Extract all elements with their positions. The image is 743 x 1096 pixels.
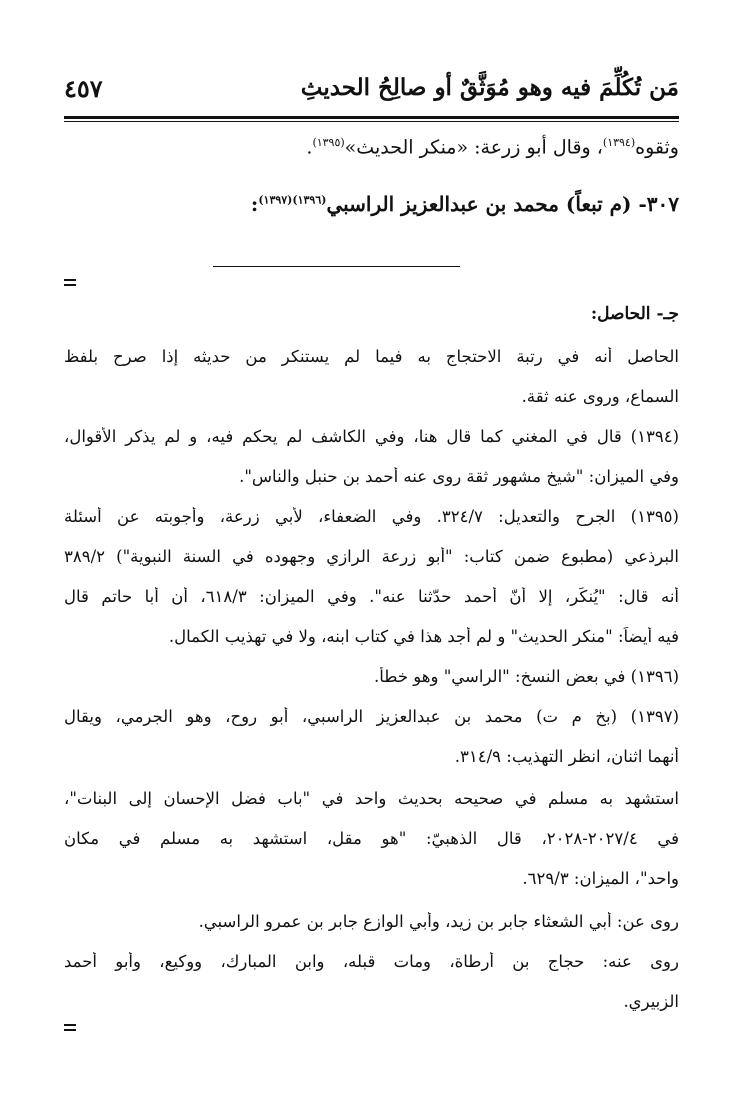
footnote-line: فيه أيضاً: "منكر الحديث" و لم أجد هذا في كتاب ابنه، ولا في تهذيب الكمال. [168, 627, 679, 646]
footnote-line: واحد"، الميزان: ٦٢٩/٣. [522, 869, 679, 888]
footnote-line: (١٣٩٦) في بعض النسخ: "الراسي" وهو خطأ. [374, 667, 679, 686]
footnote-line: السماع، وروى عنه ثقة. [521, 387, 679, 406]
footnote-line: (١٣٩٥) الجرح والتعديل: ٣٢٤/٧. وفي الضعفاء، لأبي زرعة، وأجوبته عن أسئلة [64, 507, 679, 526]
continuation-mark [64, 279, 76, 286]
footnote-line: (١٣٩٧) (بخ م ت) محمد بن عبدالعزيز الراسبي، أبو روح، وهو الجرمي، ويقال [64, 707, 679, 726]
page-number: ٤٥٧ [64, 74, 103, 103]
footnote-line: البرذعي (مطبوع ضمن كتاب: "أبو زرعة الرازي وجهوده في السنة النبوية") ٣٨٩/٢ [64, 547, 679, 566]
entry-text: ٣٠٧- (م تبعاً) محمد بن عبدالعزيز الراسبي [326, 192, 679, 216]
continuation-mark [64, 1024, 76, 1031]
footnote-line: الحاصل أنه في رتبة الاحتجاج به فيما لم يستنكر من حديثه إذا صرح بلفظ [64, 347, 679, 366]
footnote-line: وفي الميزان: "شيخ مشهور ثقة روى عنه أحمد بن حنبل والناس". [239, 467, 679, 486]
header-rule-thick [64, 116, 679, 119]
footnote-line: روى عن: أبي الشعثاء جابر بن زيد، وأبي الوازع جابر بن عمرو الراسبي. [198, 912, 679, 931]
page-header [64, 74, 679, 114]
footnote-ref: (١٣٩٥) [312, 136, 345, 149]
footnote-line: أنهما اثنان، انظر التهذيب: ٣١٤/٩. [454, 747, 679, 766]
entry-colon: : [250, 192, 259, 216]
footnote-separator [213, 266, 460, 267]
footnote-line: الزبيري. [623, 992, 679, 1011]
footnote-ref: (١٣٩٤) [602, 136, 636, 149]
section-heading: جـ- الحاصل: [590, 304, 679, 324]
footnote-line: استشهد به مسلم في صحيحه بحديث واحد في "باب فضل الإحسان إلى البنات"، [64, 789, 679, 808]
running-title: مَن تُكُلِّمَ فيه وهو مُوَثَّقٌ أو صالِحُ الحديثِ [300, 74, 679, 101]
main-text-line [64, 136, 679, 158]
main-text: وثقوه [635, 136, 679, 159]
footnote-line: روى عنه: حجاج بن أرطاة، ومات قبله، وابن المبارك، ووكيع، وأبو أحمد [64, 952, 679, 971]
header-rule-thin [64, 121, 679, 122]
main-text: . [306, 136, 313, 159]
main-text: ، وقال أبو زرعة: «منكر الحديث» [344, 136, 603, 159]
footnote-line: في ٢٠٢٧/٤-٢٠٢٨، قال الذهبيّ: "هو مقل، استشهد به مسلم في مكان [64, 829, 679, 848]
footnote-line: (١٣٩٤) قال في المغني كما قال هنا، وفي الكاشف لم يحكم فيه، و لم يذكر الأقوال، [64, 427, 679, 446]
entry-heading [64, 192, 679, 216]
footnote-line: أنه قال: "يُنكَر، إلا أنّ أحمد حدّثنا عنه". وفي الميزان: ٦١٨/٣، أن أبا حاتم قال [64, 587, 679, 606]
footnote-ref: (١٣٩٦)(١٣٩٧) [258, 193, 327, 207]
